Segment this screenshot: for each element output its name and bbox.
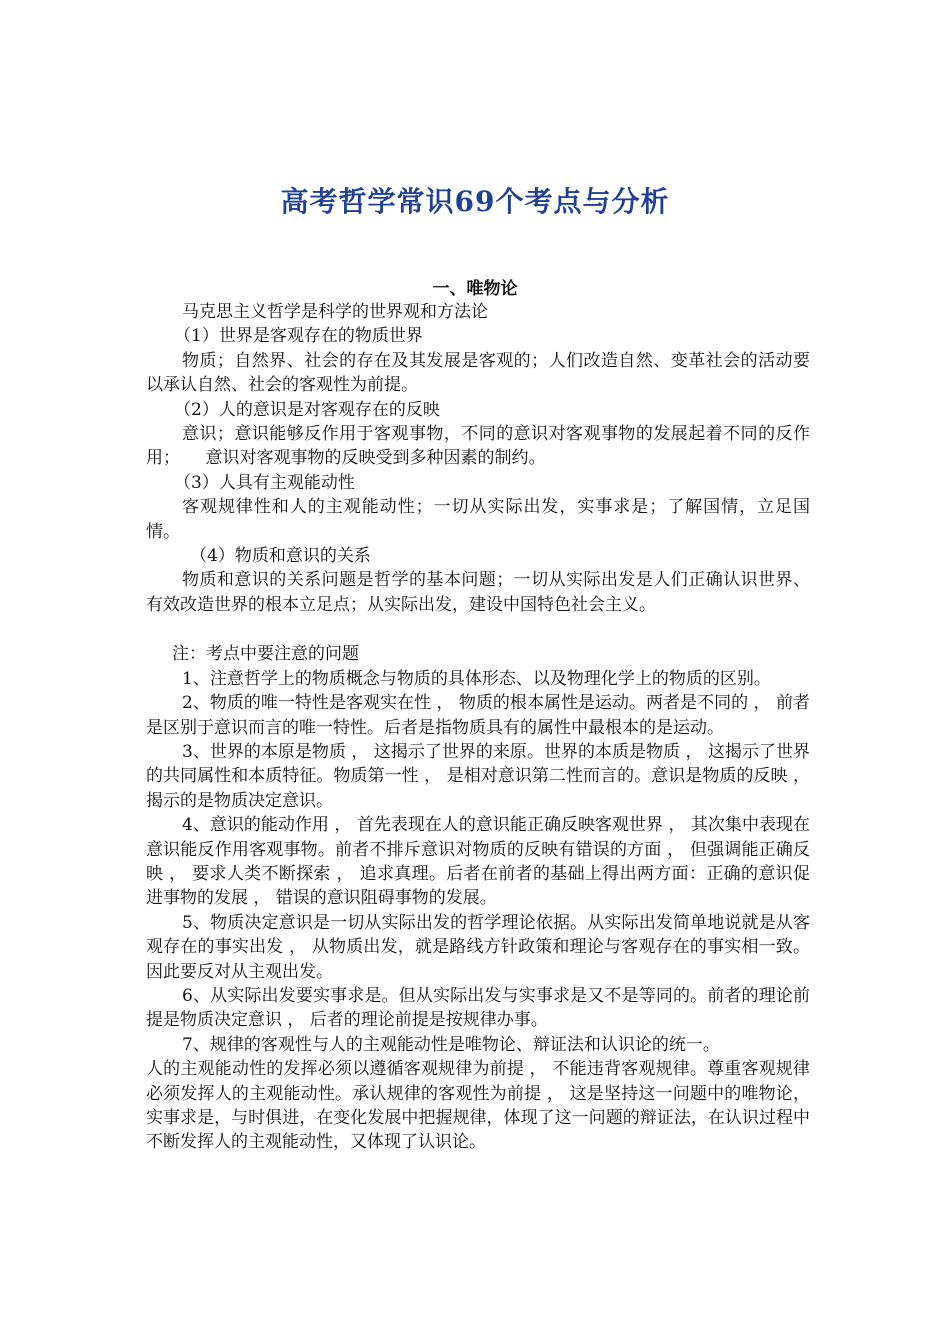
note-item: 2、物质的唯一特性是客观实在性 ， 物质的根本属性是运动。两者是不同的 ， 前者是区别于意识而言的唯一特性。后者是指物质具有的属性中最根本的是运动。 (146, 693, 810, 738)
note-item: 4、意识的能动作用 ， 首先表现在人的意识能正确反映客观世界 ， 其次集中表现在意识能反作用客观事物。前者不排斥意识对物质的反映有错误的方面 ， 但强调能正确反映 ， 要求人类不断探索 ， 追求真理。后者在前者的基础上得出两方面：正确的意识促进事物的发展 ， 错误的意识阻碍事物的发展。 (146, 815, 810, 909)
paragraph: （3）人具有主观能动性 (174, 472, 355, 493)
paragraph: 物质；自然界、社会的存在及其发展是客观的；人们改造自然、变革社会的活动要以承认自然、社会的客观性为前提。 (146, 350, 810, 396)
document-body (146, 300, 810, 1155)
document-title: 高考哲学常识69个考点与分析 (280, 185, 670, 218)
paragraph: 马克思主义哲学是科学的世界观和方法论 (182, 302, 488, 322)
note-item: 6、从实际出发要实事求是。但从实际出发与实事求是又不是等同的。前者的理论前提是物质决定意识 ， 后者的理论前提是按规律办事。 (146, 985, 810, 1031)
paragraph: （4）物质和意识的关系 (190, 546, 371, 567)
paragraph: 意识；意识能够反作用于客观事物，不同的意识对客观事物的发展起着不同的反作用； 意识对客观事物的反映受到多种因素的制约。 (146, 424, 810, 469)
section-heading: 一、唯物论 (432, 279, 518, 299)
note-item: 3、世界的本原是物质 ， 这揭示了世界的来原。世界的本质是物质 ， 这揭示了世界的共同属性和本质特征。物质第一性 ， 是相对意识第二性而言的。意识是物质的反映 ， 揭示的是物质决定意识。 (146, 741, 810, 811)
note-item: 1、注意哲学上的物质概念与物质的具体形态、以及物理化学上的物质的区别。 (182, 668, 771, 689)
paragraph-gap (146, 617, 810, 642)
paragraph: 客观规律性和人的主观能动性；一切从实际出发，实事求是；了解国情，立足国情。 (146, 497, 810, 542)
paragraph: 物质和意识的关系问题是哲学的基本问题；一切从实际出发是人们正确认识世界、有效改造世界的根本立足点；从实际出发，建设中国特色社会主义。 (146, 570, 810, 615)
note-item: 7、规律的客观性与人的主观能动性是唯物论、辩证法和认识论的统一。 (182, 1034, 720, 1055)
note-item: 5、物质决定意识是一切从实际出发的哲学理论依据。从实际出发简单地说就是从客观存在的事实出发 ， 从物质出发，就是路线方针政策和理论与客观存在的事实相一致。因此要反对从主观出发。 (146, 912, 810, 982)
paragraph: （1）世界是客观存在的物质世界 (174, 326, 423, 347)
paragraph: （2）人的意识是对客观存在的反映 (174, 399, 440, 420)
notes-heading: 注：考点中要注意的问题 (172, 644, 359, 665)
note-item: 人的主观能动性的发挥必须以遵循客观规律为前提 ， 不能违背客观规律。尊重客观规律必须发挥人的主观能动性。承认规律的客观性为前提 ， 这是坚持这一问题中的唯物论，实事求是，与时俱进，在变化发展中把握规律，体现了这一问题的辩证法，在认识过程中不断发挥人的主观能动性，又体现了认识论。 (146, 1059, 810, 1153)
